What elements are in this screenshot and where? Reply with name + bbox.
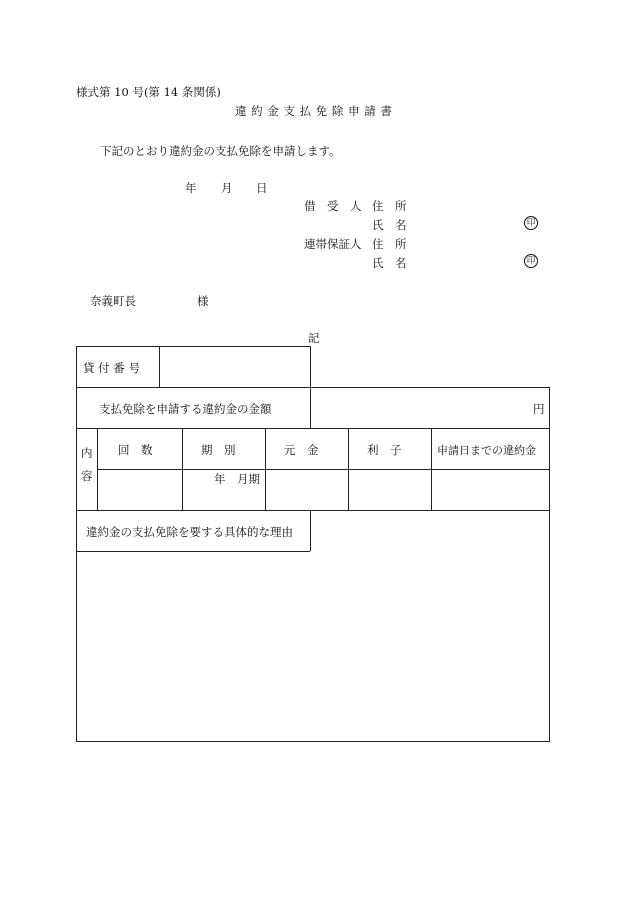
header-interest: 利 子 bbox=[367, 443, 402, 457]
intro-text: 下記のとおり違約金の支払免除を申請します。 bbox=[100, 144, 341, 158]
date-year: 年 bbox=[185, 181, 197, 195]
principal-field[interactable] bbox=[267, 471, 346, 509]
amount-unit: 円 bbox=[533, 402, 545, 416]
guarantor-name-label: 氏 名 bbox=[372, 256, 407, 270]
contents-label-bottom: 容 bbox=[81, 469, 93, 483]
interest-field[interactable] bbox=[350, 471, 429, 509]
amount-field[interactable] bbox=[312, 389, 548, 427]
header-penalty: 申請日までの違約金 bbox=[437, 444, 536, 457]
loan-number-label: 貸 付 番 号 bbox=[83, 361, 140, 375]
count-field[interactable] bbox=[99, 471, 180, 509]
borrower-name-label: 氏 名 bbox=[372, 218, 407, 232]
reason-label: 違約金の支払免除を要する具体的な理由 bbox=[86, 525, 293, 539]
header-count: 回 数 bbox=[118, 443, 153, 457]
period-field[interactable]: 年 月期 bbox=[214, 472, 260, 486]
borrower-role: 借 受 人 bbox=[304, 199, 362, 213]
amount-label: 支払免除を申請する違約金の金額 bbox=[99, 402, 272, 416]
date-day: 日 bbox=[256, 181, 268, 195]
header-principal: 元 金 bbox=[284, 443, 319, 457]
reason-field[interactable] bbox=[78, 553, 548, 739]
header-period: 期 別 bbox=[201, 443, 236, 457]
borrower-seal-icon: 印 bbox=[524, 216, 538, 230]
guarantor-seal-icon: 印 bbox=[524, 254, 538, 268]
addressee-name: 奈義町長 bbox=[90, 294, 136, 308]
ki-mark: 記 bbox=[308, 331, 320, 345]
form-number: 様式第 10 号(第 14 条関係) bbox=[76, 85, 221, 99]
date-month: 月 bbox=[221, 181, 233, 195]
addressee-honorific: 様 bbox=[197, 294, 209, 308]
loan-number-field[interactable] bbox=[162, 348, 308, 386]
borrower-address-label: 住 所 bbox=[372, 199, 407, 213]
document-title: 違 約 金 支 払 免 除 申 請 書 bbox=[235, 104, 393, 118]
penalty-field[interactable] bbox=[433, 471, 548, 509]
guarantor-role: 連帯保証人 bbox=[304, 237, 362, 251]
contents-label-top: 内 bbox=[81, 446, 93, 460]
guarantor-address-label: 住 所 bbox=[372, 237, 407, 251]
